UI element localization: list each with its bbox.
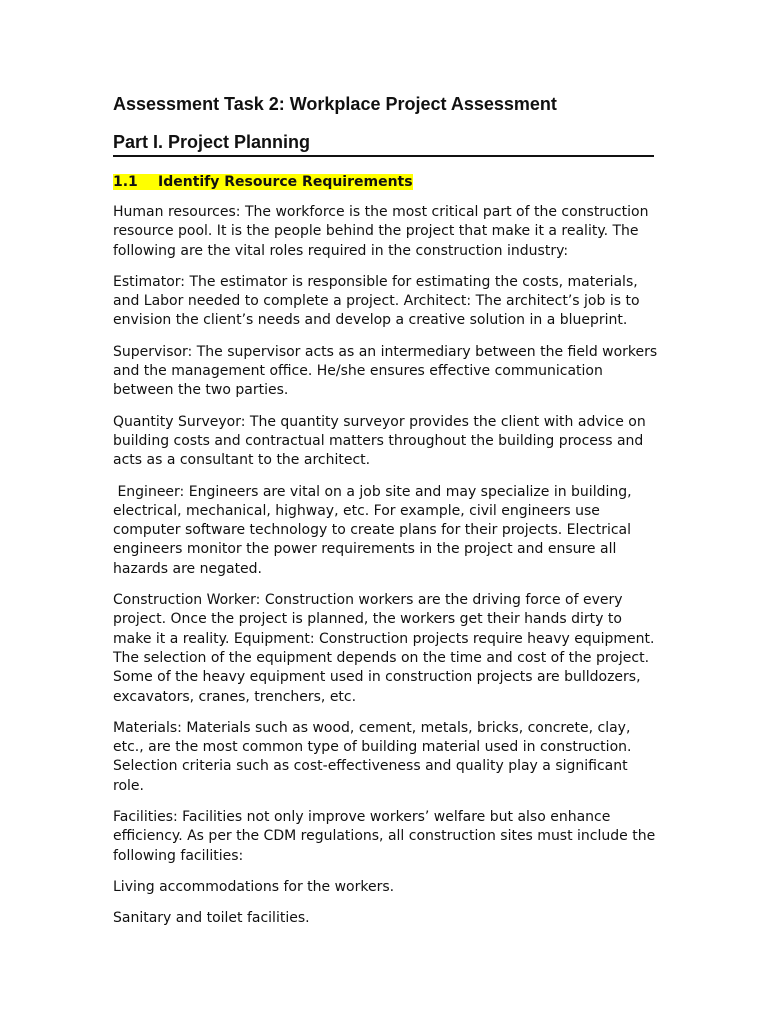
paragraph-living-accommodations: Living accommodations for the workers.	[113, 878, 395, 895]
section-heading-highlight	[113, 174, 413, 190]
section-number: 1.1	[113, 174, 138, 190]
section-title: Identify Resource Requirements	[158, 174, 413, 190]
paragraph-materials: Materials: Materials such as wood, cement, metals, bricks, concrete, clay, etc., are the most common type of building material used in construction. Selection criteria such as cost-effectiveness and quality play a significant role.	[113, 719, 632, 794]
paragraph-construction-worker: Construction Worker: Construction workers are the driving force of every project. Once the project is planned, the workers get their hands dirty to make it a reality. Equipment: Construction projects require heavy equipment. The selection of the equipment depends on the time and cost of the project. Some of the heavy equipment used in construction projects are bulldozers, excavators, cranes, trenchers, etc.	[113, 592, 655, 705]
paragraph-engineer: Engineer: Engineers are vital on a job site and may specialize in building, electrical, mechanical, highway, etc. For example, civil engineers use computer software technology to create plans for their projects. Electrical engineers monitor the power requirements in the project and ensure all hazards are negated.	[113, 483, 637, 577]
paragraph-human-resources: Human resources: The workforce is the most critical part of the construction resource pool. It is the people behind the project that make it a reality. The following are the vital roles required in the construction industry:	[113, 204, 649, 259]
paragraph-estimator: Estimator: The estimator is responsible for estimating the costs, materials, and Labor needed to complete a project. Architect: The architect’s job is to envision the client’s needs and develop a creative solution in a blueprint.	[113, 273, 640, 329]
section-heading	[113, 173, 658, 191]
paragraph-sanitary-facilities: Sanitary and toilet facilities.	[113, 910, 310, 927]
part-title: Part I. Project Planning	[113, 131, 654, 157]
paragraph-supervisor: Supervisor: The supervisor acts as an intermediary between the field workers and the management office. He/she ensures effective communication between the two parties.	[113, 343, 658, 399]
paragraph-facilities: Facilities: Facilities not only improve workers’ welfare but also enhance efficiency. As per the CDM regulations, all construction sites must include the following facilities:	[113, 809, 656, 864]
document-title: Assessment Task 2: Workplace Project Assessment	[113, 94, 557, 114]
paragraph-quantity-surveyor: Quantity Surveyor: The quantity surveyor provides the client with advice on building costs and contractual matters throughout the building process and acts as a consultant to the architect.	[113, 413, 646, 469]
